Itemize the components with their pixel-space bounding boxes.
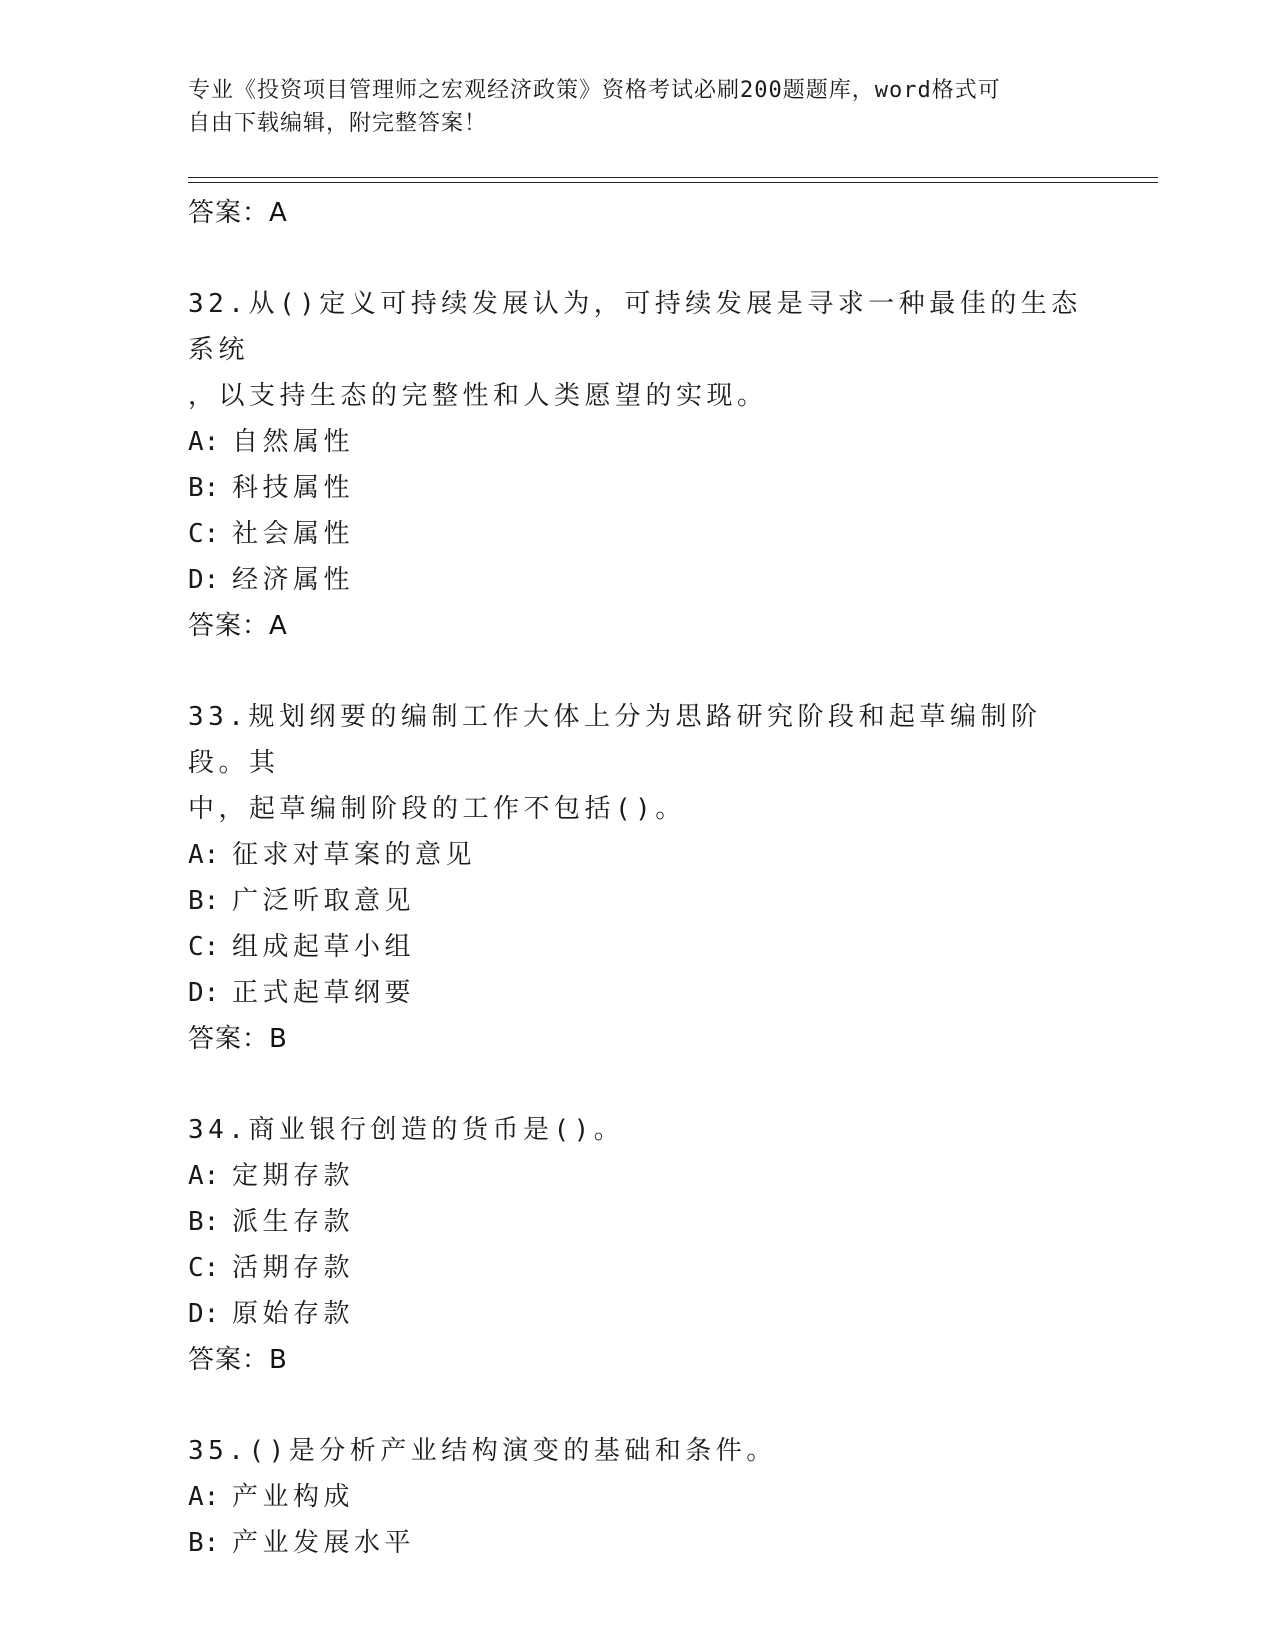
question-stem — [188, 694, 1088, 832]
option-a — [188, 1474, 1088, 1520]
option-text: 组成起草小组 — [232, 932, 416, 962]
option-text: 社会属性 — [232, 519, 355, 549]
answer-33: 答案：B — [188, 1024, 288, 1054]
option-key: A: — [188, 427, 220, 457]
option-text: 科技属性 — [232, 473, 355, 503]
option-key: B: — [188, 473, 220, 503]
option-a — [188, 1153, 1088, 1199]
option-key: D: — [188, 565, 220, 595]
option-text: 定期存款 — [232, 1161, 355, 1191]
stem-line: 34.商业银行创造的货币是()。 — [188, 1115, 625, 1145]
option-a — [188, 419, 1088, 465]
page-header — [188, 74, 1088, 140]
option-a — [188, 832, 1088, 878]
header-line-1: 专业《投资项目管理师之宏观经济政策》资格考试必刷200题题库，word格式可 — [188, 78, 1001, 103]
option-text: 广泛听取意见 — [232, 886, 416, 916]
option-text: 活期存款 — [232, 1253, 355, 1283]
option-key: C: — [188, 519, 220, 549]
stem-line: 35.()是分析产业结构演变的基础和条件。 — [188, 1436, 777, 1466]
option-text: 自然属性 — [232, 427, 355, 457]
option-key: B: — [188, 1528, 220, 1558]
option-text: 经济属性 — [232, 565, 355, 595]
option-d — [188, 557, 1088, 603]
option-text: 产业发展水平 — [232, 1528, 416, 1558]
question-34 — [188, 1107, 1088, 1383]
option-d — [188, 1291, 1088, 1337]
option-text: 产业构成 — [232, 1482, 355, 1512]
stem-line: 33.规划纲要的编制工作大体上分为思路研究阶段和起草编制阶段。其 — [188, 702, 1042, 778]
option-b — [188, 465, 1088, 511]
header-rule-bottom — [188, 182, 1158, 183]
option-key: B: — [188, 1207, 220, 1237]
option-text: 正式起草纲要 — [232, 978, 416, 1008]
option-c — [188, 924, 1088, 970]
option-key: C: — [188, 1253, 220, 1283]
answer-32: 答案：A — [188, 611, 288, 641]
stem-line: ，以支持生态的完整性和人类愿望的实现。 — [188, 381, 768, 411]
option-key: A: — [188, 840, 220, 870]
option-key: A: — [188, 1482, 220, 1512]
document-body — [188, 190, 1088, 1566]
option-d — [188, 970, 1088, 1016]
option-text: 征求对草案的意见 — [232, 840, 477, 870]
option-c — [188, 1245, 1088, 1291]
option-b — [188, 1199, 1088, 1245]
option-key: A: — [188, 1161, 220, 1191]
option-text: 原始存款 — [232, 1299, 355, 1329]
answer-34: 答案：B — [188, 1345, 288, 1375]
option-key: C: — [188, 932, 220, 962]
question-35 — [188, 1428, 1088, 1566]
option-key: D: — [188, 1299, 220, 1329]
header-rule-top — [188, 177, 1158, 178]
option-key: D: — [188, 978, 220, 1008]
question-stem — [188, 281, 1088, 419]
stem-line: 32.从()定义可持续发展认为，可持续发展是寻求一种最佳的生态系统 — [188, 289, 1082, 365]
stem-line: 中，起草编制阶段的工作不包括()。 — [188, 794, 686, 824]
option-key: B: — [188, 886, 220, 916]
option-text: 派生存款 — [232, 1207, 355, 1237]
question-stem — [188, 1428, 1088, 1474]
option-b — [188, 878, 1088, 924]
question-32 — [188, 281, 1088, 649]
question-33 — [188, 694, 1088, 1062]
question-stem — [188, 1107, 1088, 1153]
option-b — [188, 1520, 1088, 1566]
header-line-2: 自由下载编辑，附完整答案！ — [188, 111, 488, 136]
option-c — [188, 511, 1088, 557]
answer-31: 答案：A — [188, 198, 288, 228]
